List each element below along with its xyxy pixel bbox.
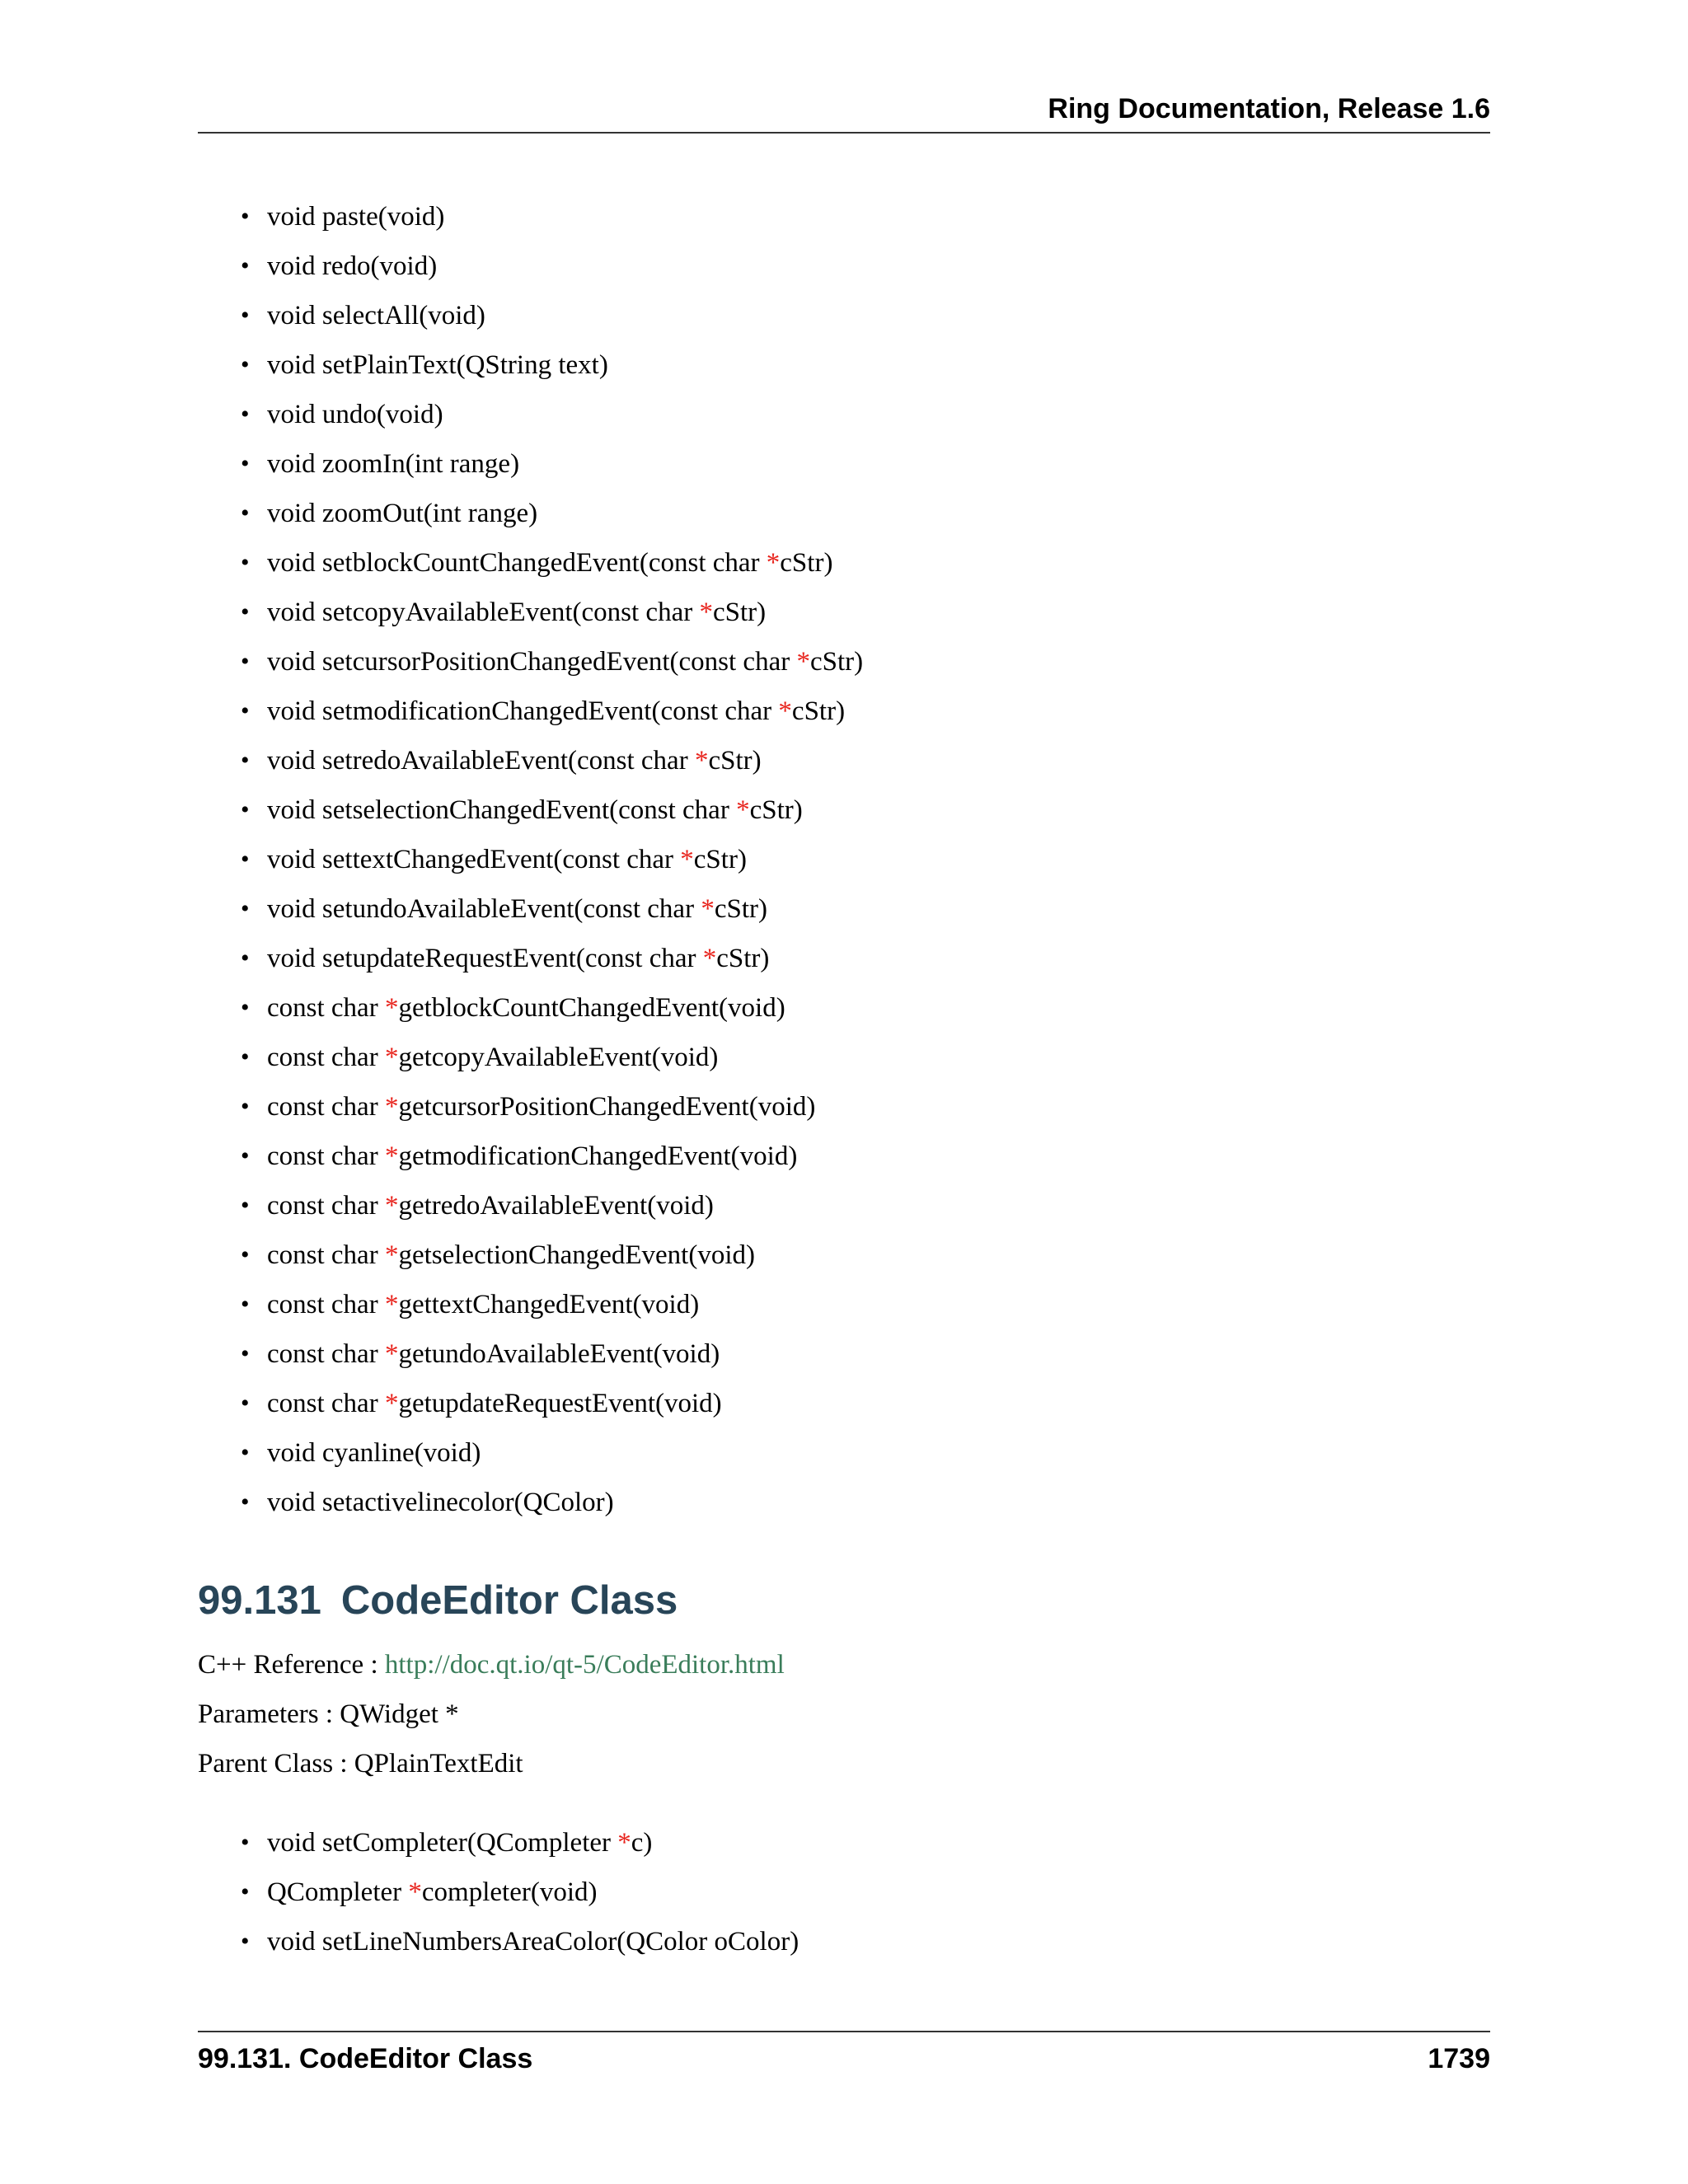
bullet-icon: • bbox=[241, 1928, 250, 1955]
bullet-icon: • bbox=[241, 994, 250, 1021]
method-signature-end: cStr) bbox=[712, 598, 767, 627]
cpp-reference-label: C++ Reference : bbox=[198, 1650, 385, 1680]
method-signature-end: getmodificationChangedEvent(void) bbox=[398, 1141, 798, 1171]
method-signature-start: void selectAll(void) bbox=[267, 301, 485, 330]
method-signature-end: getredoAvailableEvent(void) bbox=[398, 1191, 714, 1221]
method-item bbox=[241, 884, 1477, 934]
method-item bbox=[241, 835, 1477, 884]
pointer-star: * bbox=[384, 1339, 399, 1369]
parent-class-line: Parent Class : QPlainTextEdit bbox=[198, 1749, 523, 1779]
section-title: CodeEditor Class bbox=[340, 1578, 678, 1623]
method-signature-start: void undo(void) bbox=[267, 400, 443, 429]
method-signature-end: cStr) bbox=[693, 845, 747, 874]
cpp-reference bbox=[198, 1640, 785, 1690]
method-item bbox=[241, 736, 1477, 785]
bullet-icon: • bbox=[241, 450, 250, 477]
footer-section-title: 99.131. CodeEditor Class bbox=[198, 2043, 533, 2074]
bullet-icon: • bbox=[241, 1390, 250, 1417]
bullet-icon: • bbox=[241, 1291, 250, 1318]
method-signature-end: cStr) bbox=[809, 647, 864, 677]
cpp-reference-link[interactable]: http://doc.qt.io/qt-5/CodeEditor.html bbox=[384, 1650, 785, 1680]
running-footer bbox=[198, 2031, 1490, 2082]
method-signature-start: void zoomIn(int range) bbox=[267, 449, 520, 479]
pointer-star: * bbox=[701, 894, 715, 924]
method-signature-start: void setactivelinecolor(QColor) bbox=[267, 1488, 614, 1517]
bullet-icon: • bbox=[241, 747, 250, 774]
document-title: Ring Documentation, Release 1.6 bbox=[1048, 93, 1490, 124]
method-item bbox=[241, 340, 1477, 390]
running-header bbox=[198, 92, 1490, 134]
method-signature-start: const char bbox=[267, 1290, 385, 1319]
pointer-star: * bbox=[384, 993, 399, 1023]
method-signature-start: const char bbox=[267, 1389, 385, 1418]
method-item bbox=[241, 390, 1477, 439]
method-signature-end: cStr) bbox=[791, 696, 846, 726]
bullet-icon: • bbox=[241, 203, 250, 230]
pointer-star: * bbox=[736, 795, 750, 825]
bullet-icon: • bbox=[241, 401, 250, 428]
method-item bbox=[241, 1478, 1477, 1527]
method-signature-start: const char bbox=[267, 1043, 385, 1072]
bullet-icon: • bbox=[241, 549, 250, 576]
bullet-icon: • bbox=[241, 796, 250, 823]
pointer-star: * bbox=[680, 845, 694, 874]
method-item bbox=[241, 1379, 1477, 1428]
method-item bbox=[241, 983, 1477, 1033]
section-heading bbox=[198, 1576, 678, 1625]
method-signature-start: void paste(void) bbox=[267, 202, 445, 232]
method-signature-start: void setredoAvailableEvent(const char bbox=[267, 746, 695, 776]
bullet-icon: • bbox=[241, 1488, 250, 1516]
method-signature-start: void setupdateRequestEvent(const char bbox=[267, 944, 703, 973]
pointer-star: * bbox=[702, 944, 717, 973]
method-item bbox=[241, 538, 1477, 588]
bullet-icon: • bbox=[241, 302, 250, 329]
page-number: 1739 bbox=[1428, 2043, 1490, 2074]
method-item bbox=[241, 1818, 1477, 1868]
method-item bbox=[241, 192, 1477, 241]
method-signature-end: cStr) bbox=[714, 894, 767, 924]
method-item bbox=[241, 1181, 1477, 1230]
method-item bbox=[241, 934, 1477, 983]
method-item bbox=[241, 1329, 1477, 1379]
method-item bbox=[241, 1033, 1477, 1082]
method-signature-start: const char bbox=[267, 1191, 385, 1221]
bullet-icon: • bbox=[241, 1043, 250, 1071]
pointer-star: * bbox=[796, 647, 810, 677]
method-signature-start: void setmodificationChangedEvent(const char bbox=[267, 696, 779, 726]
section-number: 99.131 bbox=[198, 1578, 321, 1623]
method-signature-end: getselectionChangedEvent(void) bbox=[398, 1240, 755, 1270]
method-signature-end: cStr) bbox=[716, 944, 770, 973]
pointer-star: * bbox=[699, 598, 713, 627]
method-signature-start: void zoomOut(int range) bbox=[267, 499, 538, 528]
method-signature-end: cStr) bbox=[749, 795, 803, 825]
pointer-star: * bbox=[384, 1191, 399, 1221]
method-item bbox=[241, 489, 1477, 538]
method-item bbox=[241, 1082, 1477, 1132]
bullet-icon: • bbox=[241, 1829, 250, 1856]
method-signature-start: const char bbox=[267, 1339, 385, 1369]
method-signature-start: void setundoAvailableEvent(const char bbox=[267, 894, 701, 924]
method-signature-start: void redo(void) bbox=[267, 251, 438, 281]
method-signature-end: cStr) bbox=[780, 548, 833, 578]
method-signature-start: QCompleter bbox=[267, 1877, 409, 1907]
method-signature-end: getupdateRequestEvent(void) bbox=[398, 1389, 722, 1418]
bullet-icon: • bbox=[241, 1439, 250, 1466]
bullet-icon: • bbox=[241, 846, 250, 873]
method-signature-start: void setcursorPositionChangedEvent(const char bbox=[267, 647, 797, 677]
method-signature-start: void setcopyAvailableEvent(const char bbox=[267, 598, 700, 627]
method-item bbox=[241, 687, 1477, 736]
method-list-bottom bbox=[241, 1818, 1477, 1966]
method-item bbox=[241, 1868, 1477, 1917]
method-item bbox=[241, 1230, 1477, 1280]
method-item bbox=[241, 1132, 1477, 1181]
method-signature-end: getblockCountChangedEvent(void) bbox=[398, 993, 785, 1023]
method-signature-end: completer(void) bbox=[421, 1877, 598, 1907]
method-signature-end: gettextChangedEvent(void) bbox=[398, 1290, 700, 1319]
method-signature-start: void cyanline(void) bbox=[267, 1438, 481, 1468]
method-signature-end: cStr) bbox=[708, 746, 762, 776]
method-signature-start: void setCompleter(QCompleter bbox=[267, 1828, 618, 1858]
pointer-star: * bbox=[384, 1092, 399, 1122]
pointer-star: * bbox=[384, 1043, 399, 1072]
bullet-icon: • bbox=[241, 1142, 250, 1169]
method-item bbox=[241, 588, 1477, 637]
pointer-star: * bbox=[617, 1828, 631, 1858]
parameters-line: Parameters : QWidget * bbox=[198, 1699, 459, 1729]
method-item bbox=[241, 241, 1477, 291]
bullet-icon: • bbox=[241, 1340, 250, 1367]
pointer-star: * bbox=[384, 1240, 399, 1270]
method-signature-start: const char bbox=[267, 1092, 385, 1122]
method-item bbox=[241, 291, 1477, 340]
pointer-star: * bbox=[408, 1877, 422, 1907]
method-signature-start: const char bbox=[267, 1141, 385, 1171]
pointer-star: * bbox=[778, 696, 792, 726]
method-signature-end: c) bbox=[631, 1828, 653, 1858]
pointer-star: * bbox=[694, 746, 709, 776]
bullet-icon: • bbox=[241, 1878, 250, 1905]
bullet-icon: • bbox=[241, 697, 250, 724]
bullet-icon: • bbox=[241, 598, 250, 626]
bullet-icon: • bbox=[241, 499, 250, 527]
bullet-icon: • bbox=[241, 944, 250, 972]
pointer-star: * bbox=[384, 1290, 399, 1319]
bullet-icon: • bbox=[241, 895, 250, 922]
method-item bbox=[241, 439, 1477, 489]
method-list-top bbox=[241, 192, 1477, 1527]
method-signature-end: getcursorPositionChangedEvent(void) bbox=[398, 1092, 816, 1122]
bullet-icon: • bbox=[241, 648, 250, 675]
method-item bbox=[241, 1428, 1477, 1478]
method-item bbox=[241, 785, 1477, 835]
pointer-star: * bbox=[766, 548, 781, 578]
method-signature-start: void setLineNumbersAreaColor(QColor oColor) bbox=[267, 1927, 799, 1957]
method-signature-end: getcopyAvailableEvent(void) bbox=[398, 1043, 719, 1072]
method-signature-start: const char bbox=[267, 993, 385, 1023]
method-item bbox=[241, 1280, 1477, 1329]
method-signature-start: void setblockCountChangedEvent(const char bbox=[267, 548, 767, 578]
bullet-icon: • bbox=[241, 252, 250, 279]
method-item bbox=[241, 637, 1477, 687]
method-item bbox=[241, 1917, 1477, 1966]
method-signature-start: void setselectionChangedEvent(const char bbox=[267, 795, 737, 825]
bullet-icon: • bbox=[241, 1241, 250, 1268]
method-signature-start: const char bbox=[267, 1240, 385, 1270]
pointer-star: * bbox=[384, 1141, 399, 1171]
method-signature-start: void settextChangedEvent(const char bbox=[267, 845, 681, 874]
bullet-icon: • bbox=[241, 1093, 250, 1120]
method-signature-start: void setPlainText(QString text) bbox=[267, 350, 608, 380]
bullet-icon: • bbox=[241, 351, 250, 378]
bullet-icon: • bbox=[241, 1192, 250, 1219]
method-signature-end: getundoAvailableEvent(void) bbox=[398, 1339, 720, 1369]
pointer-star: * bbox=[384, 1389, 399, 1418]
